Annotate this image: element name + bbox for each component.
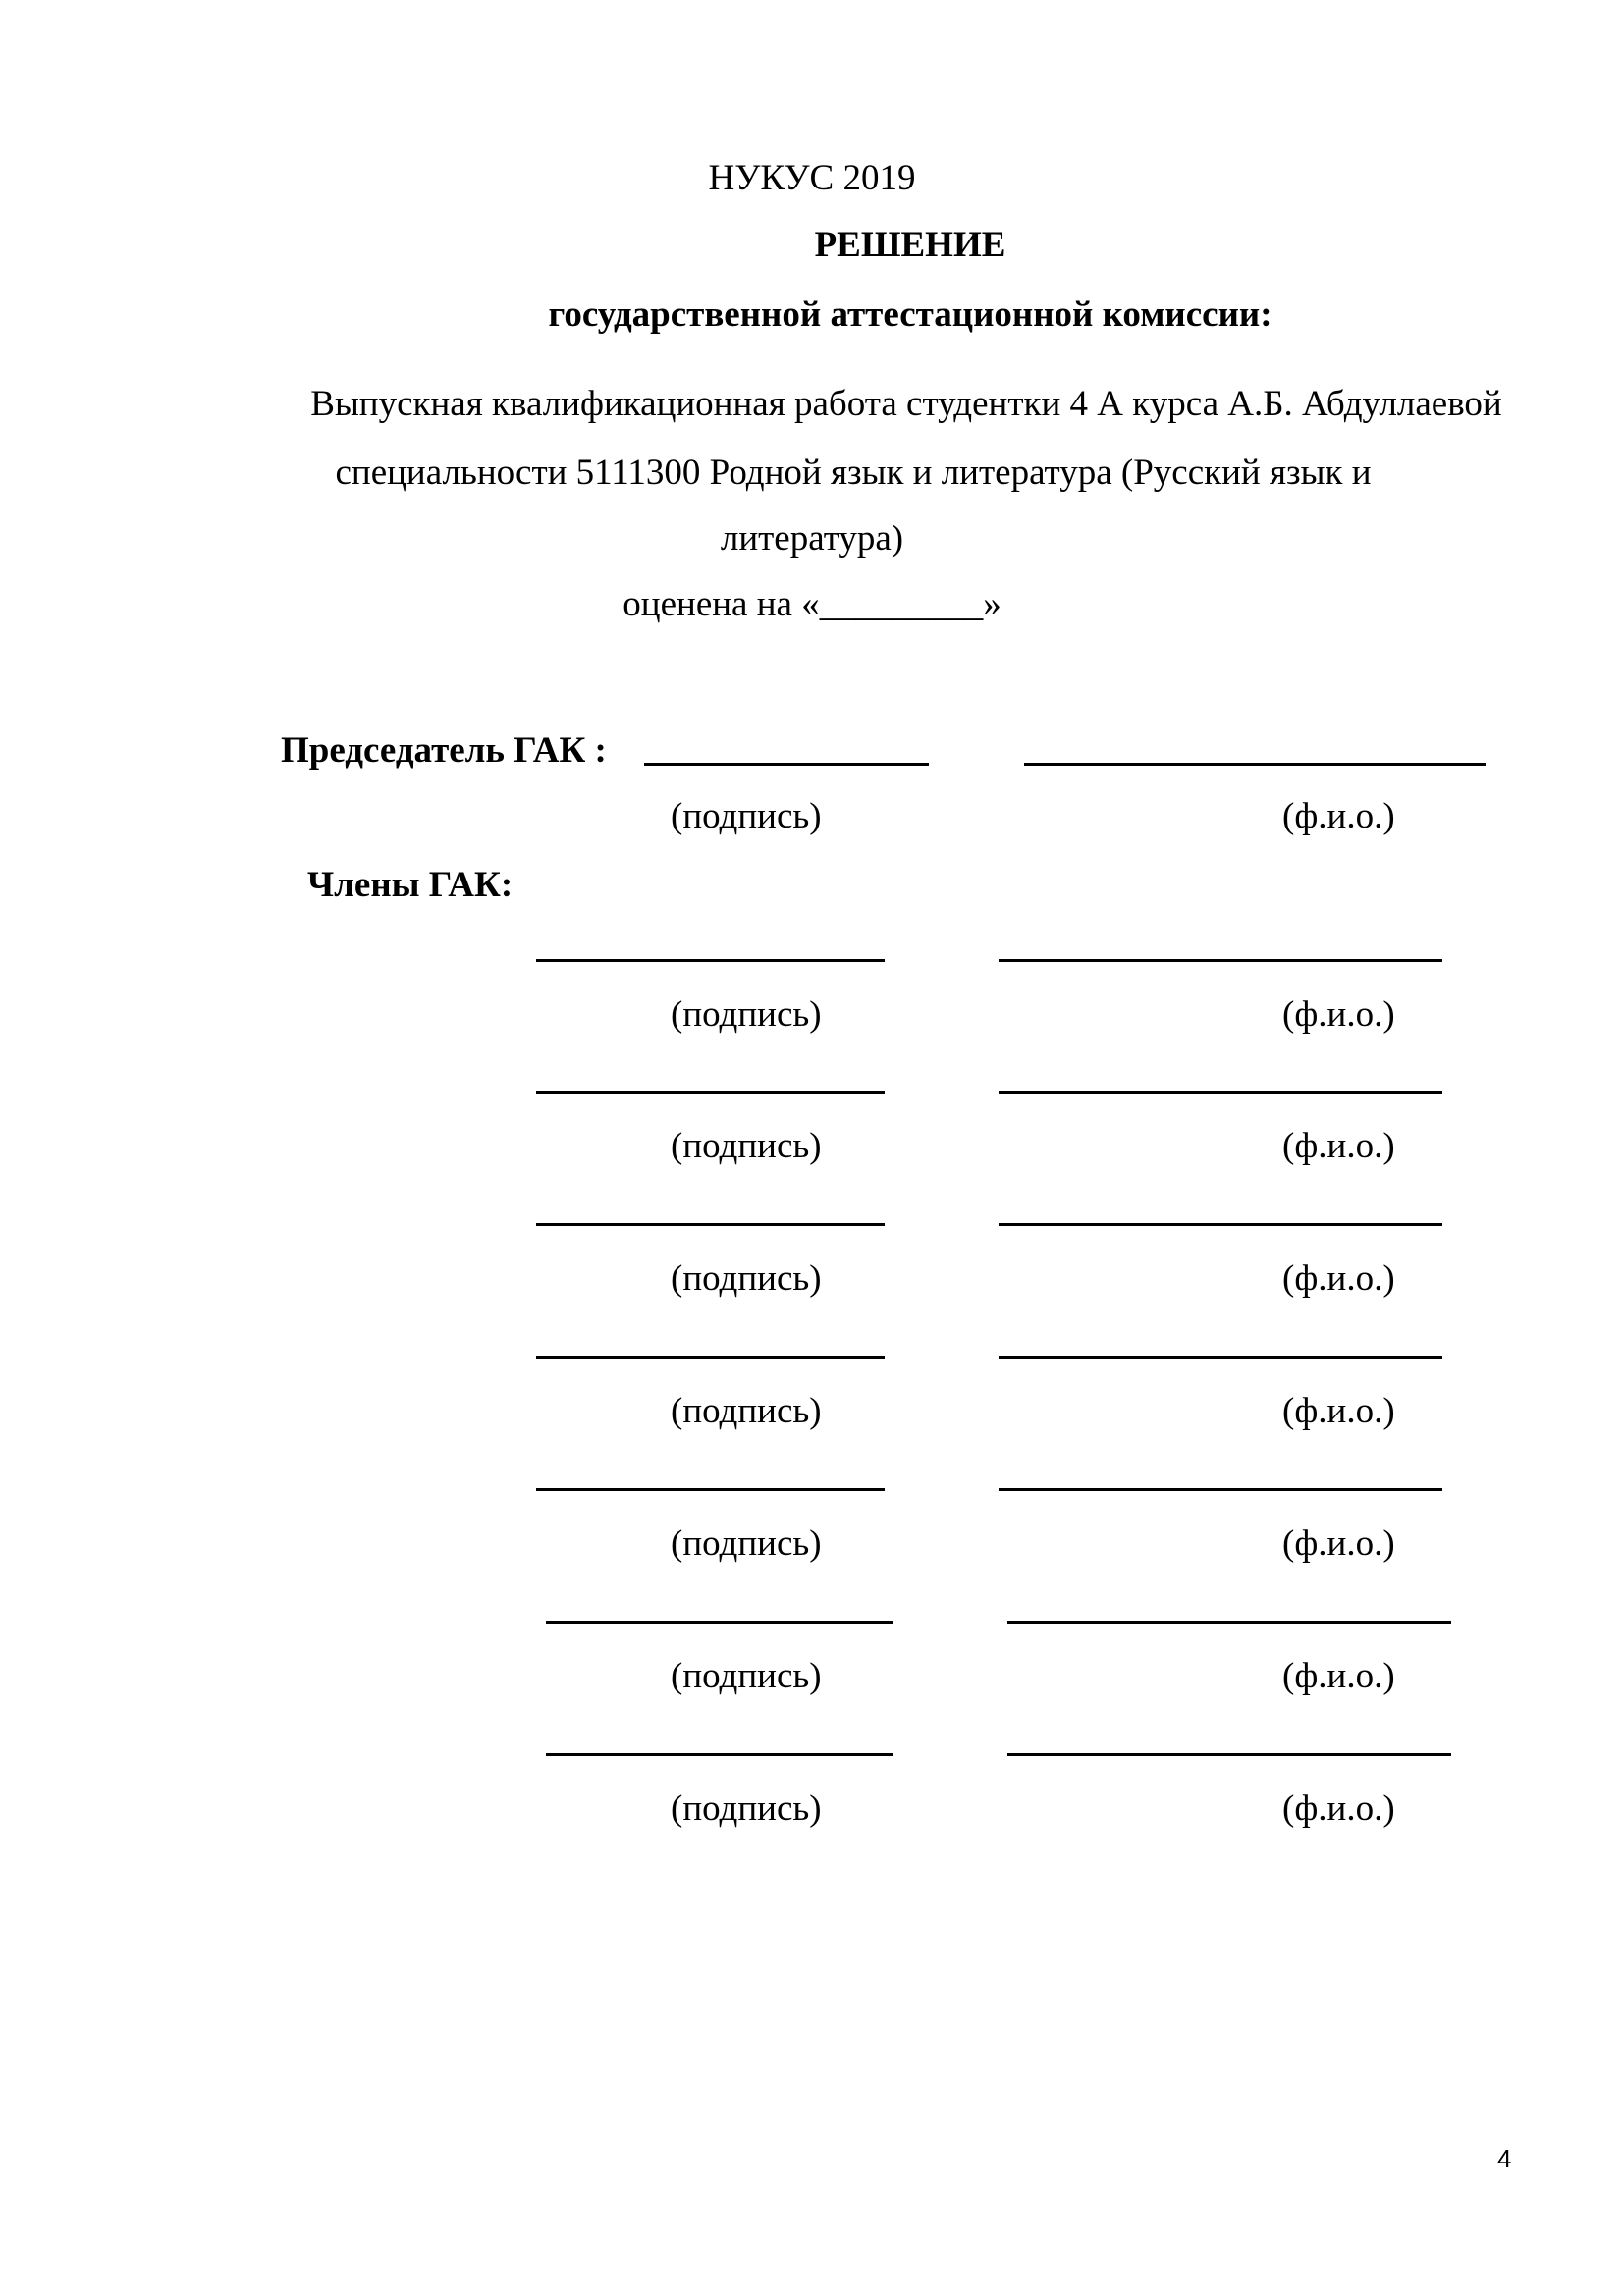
grade-line: оценена на «_________»: [623, 584, 1001, 624]
city-year: НУКУС 2019: [708, 158, 916, 198]
member-name-caption: (ф.и.о.): [1282, 1391, 1395, 1431]
member-name-line: [1007, 1753, 1451, 1756]
member-name-line: [999, 1356, 1442, 1359]
member-signature-line: [546, 1621, 893, 1624]
member-name-caption: (ф.и.о.): [1282, 1126, 1395, 1166]
member-name-line: [999, 959, 1442, 962]
chair-signature-caption: (подпись): [671, 796, 822, 836]
chair-name-line: [1024, 763, 1486, 766]
member-signature-caption: (подпись): [671, 1391, 822, 1431]
member-name-caption: (ф.и.о.): [1282, 1789, 1395, 1829]
member-signature-line: [536, 1488, 885, 1491]
member-name-caption: (ф.и.о.): [1282, 1656, 1395, 1696]
work-description-line-1: Выпускная квалификационная работа студентки 4 А курса А.Б. Абдуллаевой: [310, 384, 1502, 424]
member-signature-caption: (подпись): [671, 1523, 822, 1564]
member-signature-caption: (подпись): [671, 994, 822, 1035]
member-signature-line: [536, 1091, 885, 1094]
commission-subtitle: государственной аттестационной комиссии:: [548, 294, 1272, 335]
chair-signature-line: [644, 763, 929, 766]
member-signature-caption: (подпись): [671, 1789, 822, 1829]
chair-name-caption: (ф.и.о.): [1282, 796, 1395, 836]
member-signature-line: [536, 1356, 885, 1359]
decision-title: РЕШЕНИЕ: [814, 225, 1006, 265]
member-name-caption: (ф.и.о.): [1282, 1523, 1395, 1564]
member-signature-caption: (подпись): [671, 1126, 822, 1166]
work-description-line-2: специальности 5111300 Родной язык и литература (Русский язык и: [335, 453, 1372, 493]
page-number: 4: [1497, 2144, 1512, 2173]
member-signature-caption: (подпись): [671, 1656, 822, 1696]
member-name-caption: (ф.и.о.): [1282, 994, 1395, 1035]
member-name-line: [999, 1223, 1442, 1226]
member-name-line: [999, 1488, 1442, 1491]
member-signature-caption: (подпись): [671, 1258, 822, 1299]
work-description-line-3: литература): [720, 518, 904, 559]
chair-label: Председатель ГАК :: [281, 730, 607, 771]
member-signature-line: [536, 1223, 885, 1226]
member-name-line: [999, 1091, 1442, 1094]
members-label: Члены ГАК:: [307, 865, 514, 905]
member-signature-line: [536, 959, 885, 962]
member-name-line: [1007, 1621, 1451, 1624]
member-name-caption: (ф.и.о.): [1282, 1258, 1395, 1299]
member-signature-line: [546, 1753, 893, 1756]
